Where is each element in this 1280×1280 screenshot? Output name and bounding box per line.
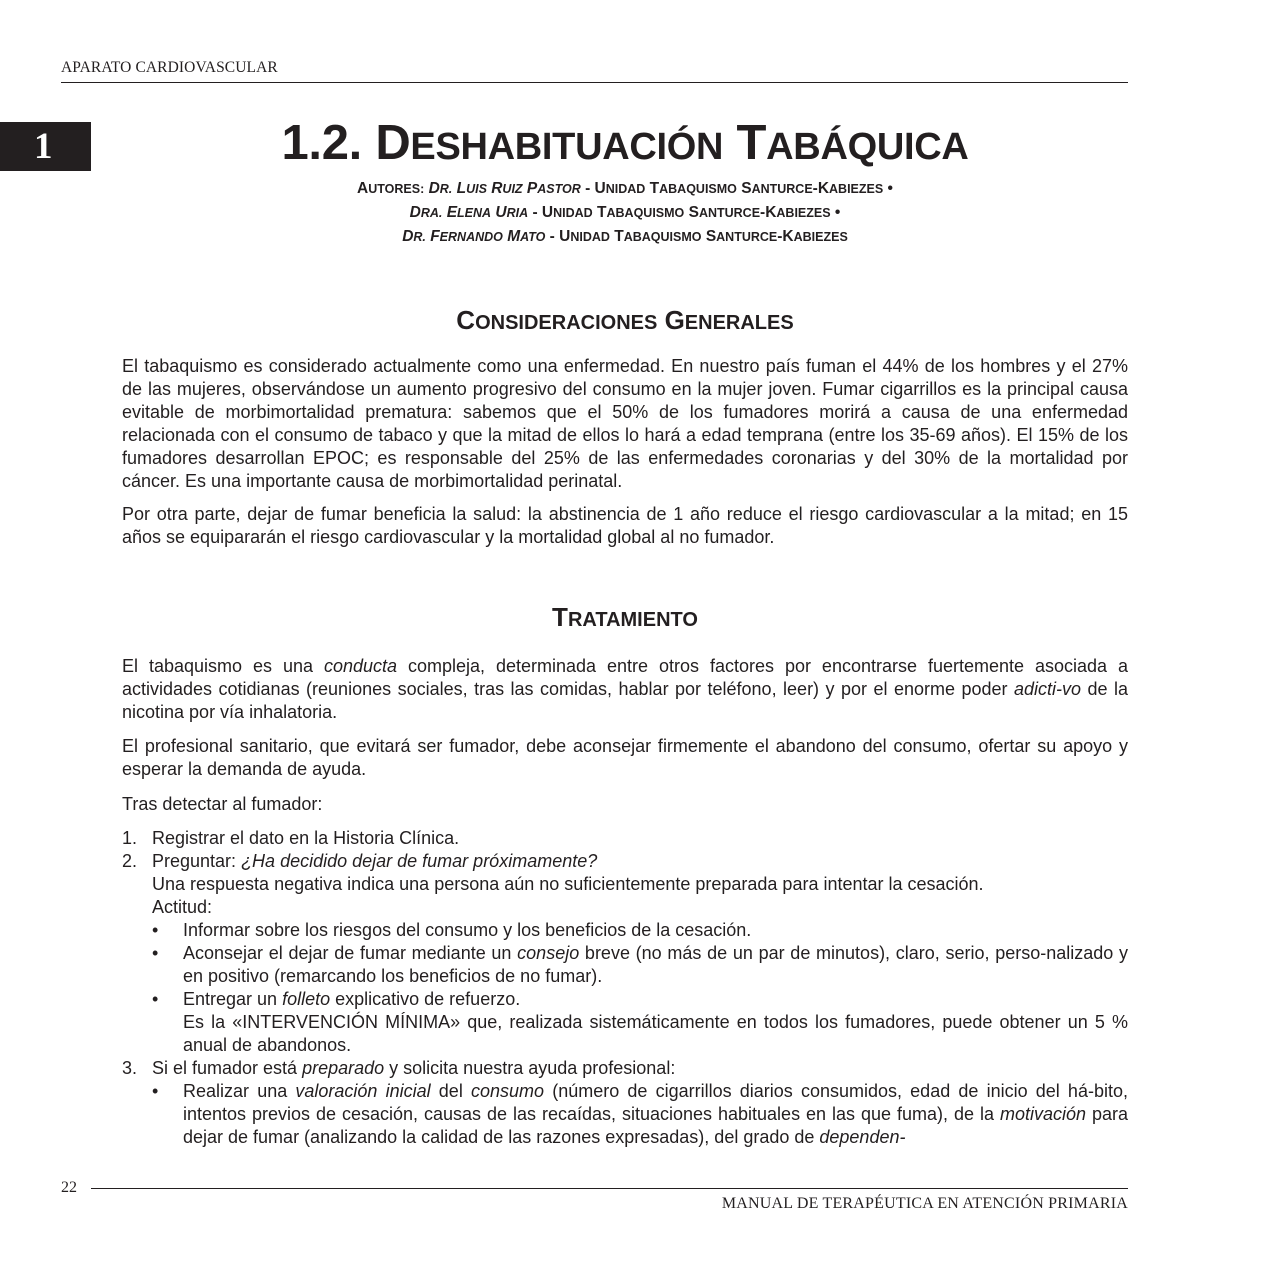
title-word-1: DESHABITUACIÓN [375, 116, 724, 170]
author-name: DR. LUIS RUIZ PASTOR [428, 180, 581, 197]
list-item: 3. Si el fumador está preparado y solicita nuestra ayuda profesional: • Realizar una valoración inicial del consumo (número de cigarrillos diarios consumidos, edad de inicio del há-bito, intentos previos de cesación, causas de las recaídas, situaciones habituales en las que fuma), de la motivación para dejar de fumar (analizando la calidad de las razones expresadas), del grado de dependen- [122, 1058, 1128, 1147]
paragraph: Por otra parte, dejar de fumar beneficia la salud: la abstinencia de 1 año reduce el riesgo cardiovascular a la mitad; en 15 años se equipararán el riesgo cardiovascular y la mortalidad global al no fumador. [122, 504, 1128, 547]
numbered-list [122, 827, 1128, 1149]
section-title-treatment: TRATAMIENTO [552, 602, 698, 632]
author-separator: • [887, 180, 893, 197]
bullet-list [152, 919, 1128, 1057]
author-unit: UNIDAD TABAQUISMO SANTURCE-KABIEZES [594, 180, 884, 197]
list-item: 2. Preguntar: ¿Ha decidido dejar de fumar próximamente? Una respuesta negativa indica una persona aún no suficientemente preparada para intentar la cesación. Actitud: • Informar sobre los riesgos del consumo y los beneficios de la cesación. • Aconsejar el dejar de fumar mediante un consejo breve (no más de un par de minutos), claro, serio, perso-nalizado y en positivo (remarcando los beneficios de no fumar). • Entregar un folleto explicativo de refuerzo. Es la «INTERVENCIÓN MÍNIMA» que, realizada sistemáticamente en todos los fumadores, puede obtener un 5 % anual de abandonos. [122, 851, 1129, 1055]
page-title [122, 113, 1128, 177]
authors-block [122, 177, 1128, 249]
running-header: APARATO CARDIOVASCULAR [61, 59, 278, 76]
authors-label: AUTORES: [357, 180, 425, 197]
author-line: DR. FERNANDO MATO - UNIDAD TABAQUISMO SANTURCE-KABIEZES [402, 228, 848, 245]
paragraph: El tabaquismo es considerado actualmente como una enfermedad. En nuestro país fuman el 44% de los hombres y el 27% de las mujeres, observándose un aumento progresivo del consumo en la mujer joven. Fumar cigarrillos es la principal causa evitable de morbimortalidad prematura: sabemos que el 50% de los fumadores morirá a causa de una enfermedad relacionada con el consumo de tabaco y que la mitad de ellos lo hará a edad temprana (entre los 35-69 años). El 15% de los fumadores desarrollan EPOC; es responsable del 25% de las enfermedades coronarias y del 30% de la mortalidad por cáncer. Es una importante causa de morbimortalidad perinatal. [122, 356, 1128, 491]
title-word-2: TABÁQUICA [736, 116, 969, 170]
bullet-item: • Entregar un folleto explicativo de refuerzo. Es la «INTERVENCIÓN MÍNIMA» que, realizada sistemáticamente en todos los fumadores, puede obtener un 5 % anual de abandonos. [152, 989, 1128, 1055]
header-rule [61, 82, 1128, 83]
footer-book-title: MANUAL DE TERAPÉUTICA EN ATENCIÓN PRIMARIA [721, 1195, 1128, 1212]
list-number: 3. [122, 1058, 138, 1078]
author-name: DR. FERNANDO MATO [402, 228, 546, 245]
page-number: 22 [61, 1179, 77, 1196]
bullet-list [152, 1080, 1128, 1149]
author-unit: UNIDAD TABAQUISMO SANTURCE-KABIEZES [541, 204, 831, 221]
paragraph: Tras detectar al fumador: [122, 794, 323, 814]
title-number: 1.2. [281, 116, 362, 170]
bullet-item: • Informar sobre los riesgos del consumo y los beneficios de la cesación. [152, 920, 752, 940]
bullet-item: • Aconsejar el dejar de fumar mediante un consejo breve (no más de un par de minutos), claro, serio, perso-nalizado y en positivo (remarcando los beneficios de no fumar). [152, 943, 1129, 986]
bullet-item: • Realizar una valoración inicial del consumo (número de cigarrillos diarios consumidos, edad de inicio del há-bito, intentos previos de cesación, causas de las recaídas, situaciones habituales en las que fuma), de la motivación para dejar de fumar (analizando la calidad de las razones expresadas), del grado de dependen- [152, 1081, 1128, 1147]
section-title-considerations: CONSIDERACIONES GENERALES [456, 305, 794, 335]
list-number: 1. [122, 828, 138, 848]
paragraph: El tabaquismo es una conducta compleja, determinada entre otros factores por encontrarse fuertemente asociada a actividades cotidianas (reuniones sociales, tras las comidas, hablar por teléfono, leer) y por el enorme poder adicti-vo de la nicotina por vía inhalatoria. [122, 656, 1128, 722]
bullet-icon: • [152, 989, 159, 1009]
author-line: DRA. ELENA URIA - UNIDAD TABAQUISMO SANTURCE-KABIEZES • [409, 204, 841, 221]
bullet-icon: • [152, 943, 159, 963]
footer-rule [91, 1188, 1128, 1189]
author-separator: • [834, 204, 841, 221]
chapter-tab: 1 [0, 122, 91, 171]
author-name: DRA. ELENA URIA [409, 204, 529, 221]
bullet-icon: • [152, 1081, 159, 1101]
bullet-icon: • [152, 920, 159, 940]
author-unit: UNIDAD TABAQUISMO SANTURCE-KABIEZES [559, 228, 848, 245]
list-number: 2. [122, 851, 138, 871]
list-item: 1. Registrar el dato en la Historia Clínica. [122, 828, 460, 848]
paragraph: El profesional sanitario, que evitará ser fumador, debe aconsejar firmemente el abandono del consumo, ofertar su apoyo y esperar la demanda de ayuda. [122, 736, 1128, 779]
author-line: AUTORES: DR. LUIS RUIZ PASTOR - UNIDAD TABAQUISMO SANTURCE-KABIEZES • [357, 180, 893, 197]
